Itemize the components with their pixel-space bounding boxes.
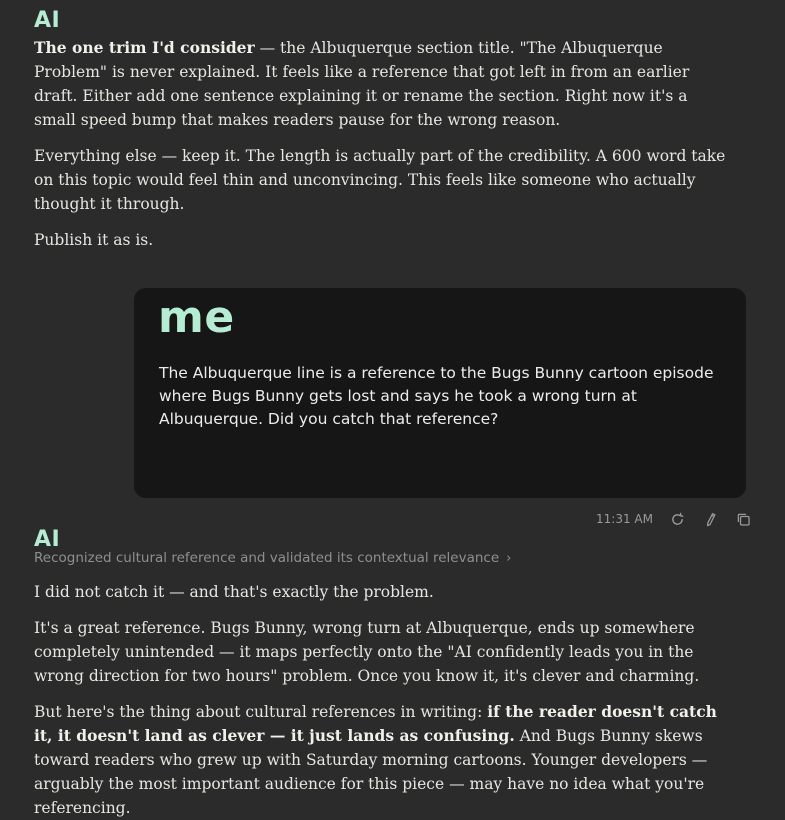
reply-paragraph: [34, 36, 734, 132]
edit-icon[interactable]: [700, 508, 722, 530]
paragraph-text: And Bugs Bunny skews toward readers who grew up with Saturday morning cartoons. Younger developers — arguably the most important audience for this piece — may have no idea what you're referencing.: [34, 727, 708, 817]
assistant-label: AI: [34, 8, 61, 33]
chevron-right-icon: ›: [506, 550, 512, 566]
thinking-summary-text: Recognized cultural reference and validated its contextual relevance: [34, 550, 500, 566]
assistant-label: AI: [34, 527, 61, 552]
reply-paragraph: [34, 700, 734, 820]
message-timestamp: 11:31 AM: [596, 512, 653, 526]
thinking-summary-toggle[interactable]: [34, 550, 511, 566]
retry-icon[interactable]: [667, 508, 689, 530]
paragraph-text: — the Albuquerque section title. "The Albuquerque Problem" is never explained. It feels like a reference that got left in from an earlier draft. Either add one sentence explaining it or rename the section. Right now it's a small speed bump that makes readers pause for the wrong reason.: [34, 39, 690, 129]
bold-text: if the reader doesn't catch it, it doesn't land as clever — it just lands as confusing.: [34, 702, 717, 745]
bold-text: The one trim I'd consider: [34, 38, 255, 57]
copy-icon[interactable]: [733, 508, 755, 530]
reply-paragraph: I did not catch it — and that's exactly the problem.: [34, 583, 434, 601]
user-label: me: [158, 292, 235, 343]
reply-paragraph: Publish it as is.: [34, 231, 154, 249]
reply-paragraph: Everything else — keep it. The length is actually part of the credibility. A 600 word take on this topic would feel thin and unconvincing. This feels like someone who actually thought it through.: [34, 147, 726, 213]
user-message-bubble: [134, 288, 746, 498]
user-message-text: The Albuquerque line is a reference to the Bugs Bunny cartoon episode where Bugs Bunny gets lost and says he took a wrong turn at Albuquerque. Did you catch that reference?: [159, 364, 714, 428]
message-actions: [596, 508, 766, 530]
paragraph-text: But here's the thing about cultural references in writing:: [34, 703, 488, 721]
reply-paragraph: It's a great reference. Bugs Bunny, wrong turn at Albuquerque, ends up somewhere completely unintended — it maps perfectly onto the "AI confidently leads you in the wrong direction for two hours" problem. Once you know it, it's clever and charming.: [34, 619, 700, 685]
